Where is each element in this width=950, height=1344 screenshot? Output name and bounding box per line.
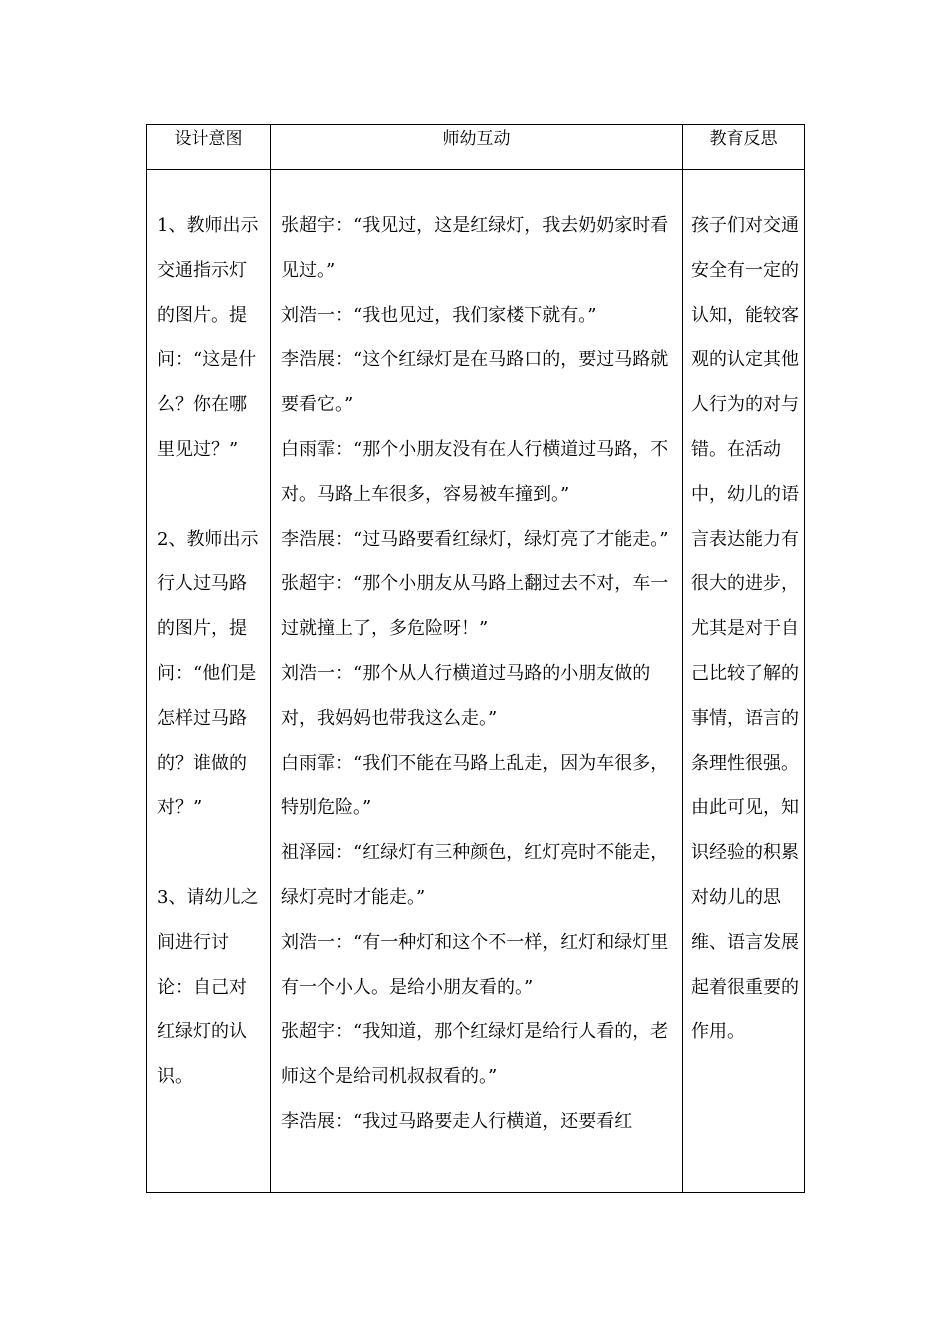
interaction-line: 刘浩一：“有一种灯和这个不一样，红灯和绿灯里有一个小人。是给小朋友看的。”	[281, 931, 669, 998]
header-design-cell	[147, 125, 271, 170]
interaction-line: 刘浩一：“那个从人行横道过马路的小朋友做的对，我妈妈也带我这么走。”	[281, 662, 651, 729]
content-row	[147, 170, 805, 1193]
header-design: 设计意图	[174, 129, 243, 149]
interaction-line: 张超宇：“那个小朋友从马路上翻过去不对，车一过就撞上了，多危险呀！”	[281, 573, 669, 640]
interaction-line: 祖泽园：“红绿灯有三种颜色，红灯亮时不能走，绿灯亮时才能走。”	[281, 842, 669, 908]
interaction-line: 白雨霏：“那个小朋友没有在人行横道过马路，不对。马路上车很多，容易被车撞到。”	[281, 438, 669, 505]
interaction-line: 李浩展：“过马路要看红绿灯，绿灯亮了才能走。”	[281, 528, 669, 550]
interaction-line: 张超宇：“我见过，这是红绿灯，我去奶奶家时看见过。”	[281, 215, 669, 281]
design-intent-3: 3、请幼儿之间进行讨论：自己对红绿灯的认识。	[157, 886, 259, 1088]
interaction-line: 刘浩一：“我也见过，我们家楼下就有。”	[281, 304, 597, 326]
interaction-line: 白雨霏：“我们不能在马路上乱走，因为车很多，特别危险。”	[281, 752, 669, 819]
interaction-line: 李浩展：“这个红绿灯是在马路口的，要过马路就要看它。”	[281, 349, 669, 416]
design-intent-1: 1、教师出示交通指示灯的图片。提问：“这是什么？你在哪里见过？”	[157, 215, 259, 460]
design-intent-cell	[147, 170, 271, 1193]
reflection-text: 孩子们对交通安全有一定的认知，能较客观的认定其他人行为的对与错。在活动中，幼儿的语言表达能力有很大的进步，尤其是对于自己比较了解的事情，语言的条理性很强。由此可见，知识经验的积累对幼儿的思维、语言发展起着很重要的作用。	[691, 215, 799, 1043]
header-reflection: 教育反思	[709, 129, 778, 149]
header-interaction: 师幼互动	[442, 129, 511, 149]
interaction-line: 李浩展：“我过马路要走人行横道，还要看红	[281, 1110, 633, 1132]
reflection-cell	[683, 170, 805, 1193]
interaction-line: 张超宇：“我知道，那个红绿灯是给行人看的，老师这个是给司机叔叔看的。”	[281, 1021, 669, 1088]
design-intent-2: 2、教师出示行人过马路的图片，提问：“他们是怎样过马路的？谁做的对？”	[157, 528, 259, 819]
interaction-cell	[271, 170, 683, 1193]
lesson-table	[146, 124, 805, 1193]
header-row	[147, 125, 805, 170]
header-interaction-cell	[271, 125, 683, 170]
header-reflection-cell	[683, 125, 805, 170]
